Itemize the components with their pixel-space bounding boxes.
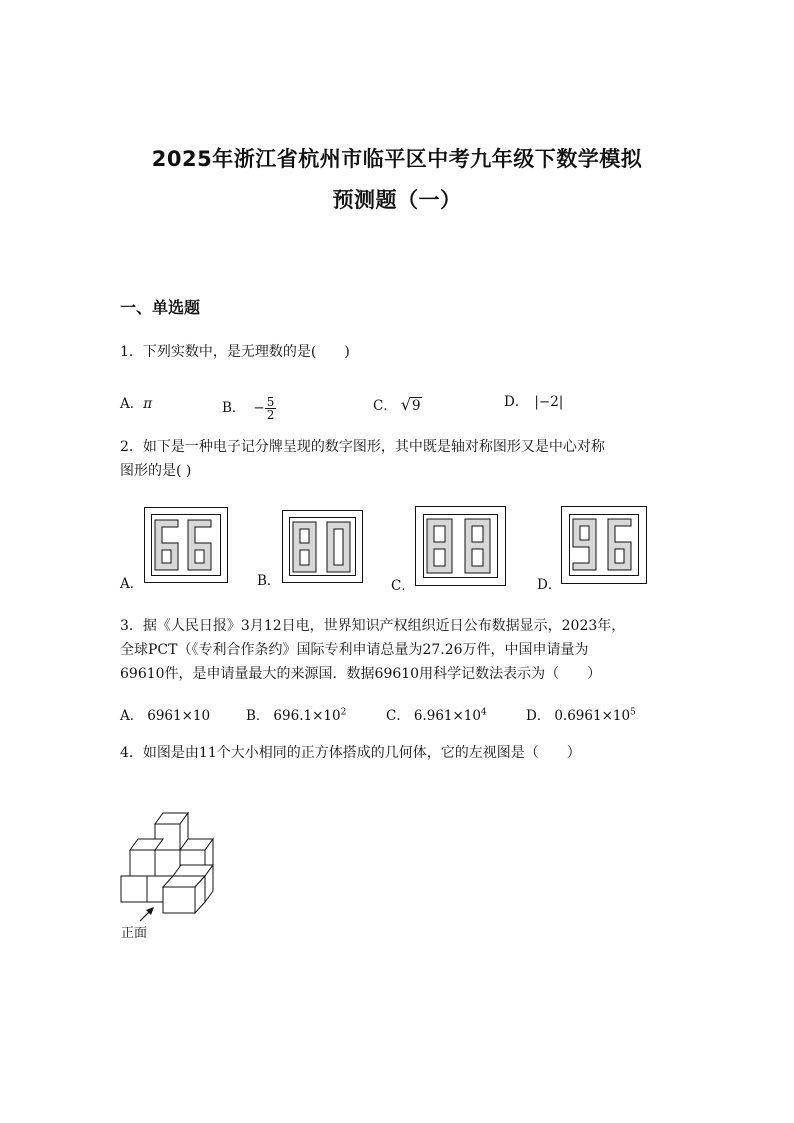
q2-figure-d-scoreboard-96[interactable] — [561, 506, 647, 584]
q3-option-b-value: 696.1×10 — [273, 708, 341, 724]
q3-option-d-label: D． — [526, 708, 551, 724]
q3-option-b[interactable] — [246, 704, 346, 724]
q3-option-a-label: A． — [120, 708, 144, 724]
q3-option-d-value: 0.6961×10 — [554, 708, 631, 724]
q3-option-b-label: B． — [246, 708, 270, 724]
q1-option-a[interactable] — [120, 392, 152, 412]
question-3-stem-line-2: 全球PCT（《专利合作条约》国际专利申请总量为27.26万件，中国申请量为 — [120, 642, 589, 658]
q2-figure-a-scoreboard-66[interactable] — [144, 507, 228, 583]
q4-cube-stack-figure — [115, 808, 220, 938]
q3-option-a-value: 6961×10 — [147, 708, 211, 724]
question-1-stem: 1．下列实数中，是无理数的是( ) — [120, 344, 350, 360]
q1-option-a-value: π — [143, 396, 153, 412]
page-title-line-1: 2025年浙江省杭州市临平区中考九年级下数学模拟 — [151, 147, 643, 171]
page-title-line-2: 预测题（一） — [332, 188, 462, 212]
q2-option-c-label[interactable]: C． — [391, 578, 415, 594]
question-2-stem-line-2: 图形的是( ) — [120, 463, 192, 479]
q2-figure-c-scoreboard-88[interactable] — [415, 506, 506, 586]
q1-option-d-value: |−2| — [534, 394, 564, 410]
q4-front-view-label: 正面 — [121, 926, 148, 941]
question-4-stem: 4．如图是由11个大小相同的正方体搭成的几何体，它的左视图是（ ） — [120, 745, 581, 761]
q1-option-c[interactable] — [373, 388, 422, 414]
section-heading: 一、单选题 — [120, 298, 201, 317]
q3-option-c-exponent: 4 — [480, 707, 487, 718]
q2-option-b-label[interactable]: B． — [257, 573, 281, 589]
q2-option-d-label[interactable]: D． — [537, 577, 562, 593]
q1-option-b-sign: − — [253, 400, 265, 416]
q3-option-c-label: C． — [386, 708, 410, 724]
q3-option-d-exponent: 5 — [630, 707, 636, 718]
q3-option-b-exponent: 2 — [340, 707, 347, 718]
q1-option-a-label: A． — [120, 396, 144, 412]
q1-option-c-radical: √ — [400, 395, 412, 414]
q1-option-c-radicand: 9 — [412, 398, 421, 414]
question-3-stem-line-1: 3．据《人民日报》3月12日电，世界知识产权组织近日公布数据显示，2023年， — [120, 618, 626, 634]
q3-option-c-value: 6.961×10 — [413, 708, 481, 724]
question-3-stem-line-3: 69610件，是申请量最大的来源国．数据69610用科学记数法表示为（ ） — [120, 666, 602, 682]
q1-option-b-denominator: 2 — [266, 408, 275, 422]
q3-option-c[interactable] — [386, 704, 487, 724]
q1-option-b[interactable] — [222, 380, 276, 421]
question-2-stem-line-1: 2．如下是一种电子记分牌呈现的数字图形，其中既是轴对称图形又是中心对称 — [120, 439, 605, 455]
q3-option-a[interactable] — [120, 704, 210, 724]
q1-option-d[interactable] — [504, 390, 563, 410]
q1-option-b-fraction — [265, 396, 277, 421]
q2-figure-b-scoreboard-80[interactable] — [282, 510, 363, 583]
q1-option-b-numerator: 5 — [266, 395, 275, 409]
q1-option-b-label: B． — [222, 400, 246, 416]
q1-option-d-label: D． — [504, 394, 529, 410]
q2-option-a-label[interactable]: A． — [120, 576, 144, 592]
q3-option-d[interactable] — [526, 704, 636, 724]
q1-option-c-label: C． — [373, 398, 397, 414]
